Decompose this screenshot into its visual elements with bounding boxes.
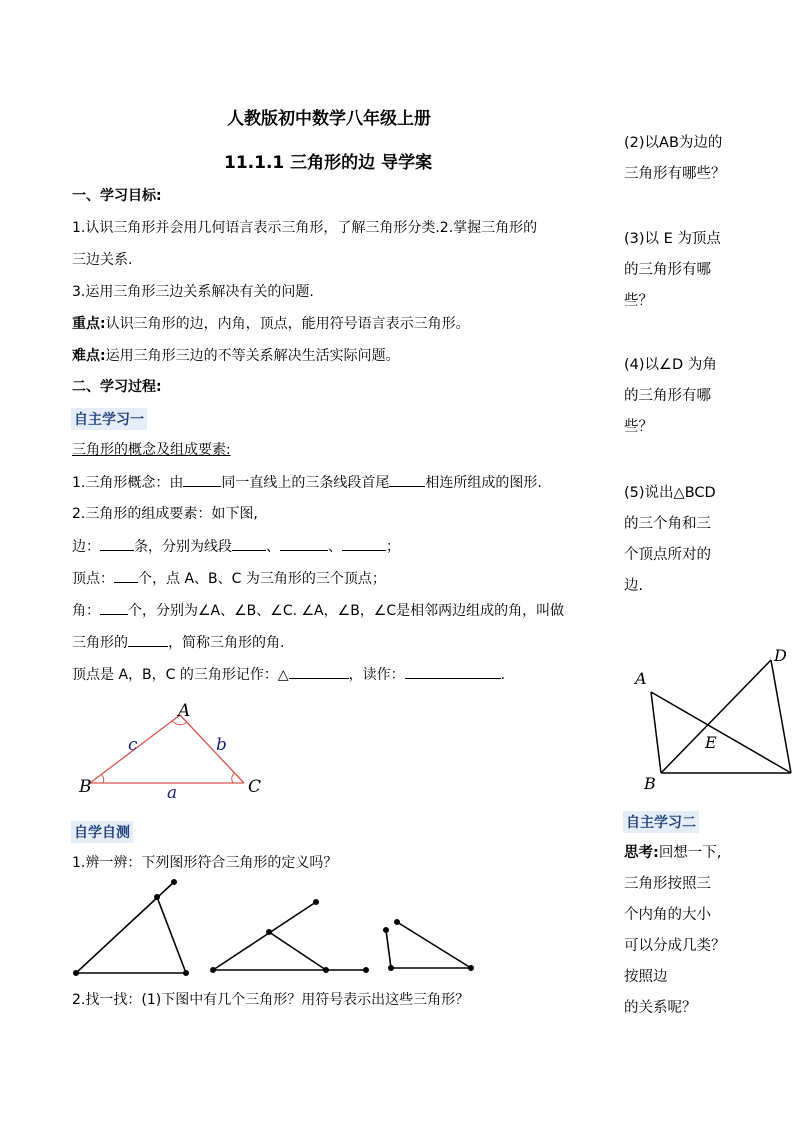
sidebar-q3-line-2: 的三角形有哪 — [624, 262, 711, 278]
note-text-c: . — [500, 667, 506, 683]
sidebar-think — [624, 843, 726, 1018]
sides-line — [72, 536, 400, 557]
sides-text-a: 边： — [72, 539, 100, 555]
blank-reading[interactable] — [405, 664, 501, 679]
question-1: 1.辨一辨：下列图形符合三角形的定义吗？ — [72, 855, 338, 871]
semi: ； — [386, 539, 400, 555]
notation-line — [72, 664, 505, 685]
note-text-b: ，读作： — [348, 667, 405, 683]
blank-notation[interactable] — [289, 664, 349, 679]
sidebar-q5-line-1: (5)说出△BCD — [624, 485, 716, 501]
ang2-text-b: ，简称三角形的角. — [168, 635, 285, 651]
goal-line-2: 三边关系. — [72, 252, 133, 268]
sidebar-q5-line-4: 边. — [624, 578, 644, 594]
think-text-1: 回想一下, — [658, 845, 722, 861]
triangle-abc-figure — [72, 695, 272, 805]
sidebar-q3 — [624, 229, 721, 311]
self-test-label: 自学自测 — [71, 821, 133, 843]
blank-segment-1[interactable] — [232, 536, 266, 551]
concept-text-b: 同一直线上的三条线段首尾 — [221, 475, 390, 491]
ang-text-b: 个，分别为∠A、∠B、∠C. ∠A，∠B，∠C是相邻两边组成的角，叫做 — [128, 603, 565, 619]
study-two-label: 自主学习二 — [623, 811, 699, 833]
note-text-a: 顶点是 A，B，C 的三角形记作：△ — [72, 667, 289, 683]
think-line-4: 可以分成几类？ — [624, 938, 726, 954]
difficult-point — [72, 346, 400, 366]
diff-label: 难点: — [72, 348, 106, 364]
blank-2[interactable] — [389, 472, 425, 487]
blank-vertices-count[interactable] — [114, 568, 138, 583]
study-one-label: 自主学习一 — [71, 408, 147, 430]
figure-2 — [211, 900, 368, 972]
diff-text: 运用三角形三边的不等关系解决生活实际问题。 — [105, 348, 400, 364]
concept-line-1 — [72, 472, 542, 493]
ang2-text-a: 三角形的 — [72, 635, 128, 651]
fig-label-e: E — [705, 733, 717, 752]
label-side-b: b — [216, 735, 227, 755]
goal-line-3: 3.运用三角形三边关系解决有关的问题. — [72, 284, 314, 300]
question-2: 2.找一找：(1)下图中有几个三角形？用符号表示出这些三角形？ — [72, 992, 470, 1008]
key-label: 重点: — [72, 316, 106, 332]
section-heading-process: 二、学习过程: — [72, 379, 162, 395]
figure-abcde — [628, 640, 794, 800]
sidebar-q3-line-1: (3)以 E 为顶点 — [624, 231, 721, 247]
label-vertex-a: A — [178, 701, 191, 721]
sidebar-q5 — [624, 483, 716, 596]
fig-label-b: B — [644, 774, 656, 793]
sidebar-q4-line-2: 的三角形有哪 — [624, 388, 711, 404]
blank-1[interactable] — [183, 472, 221, 487]
label-side-a: a — [167, 783, 178, 803]
figures-identify-triangles — [70, 875, 490, 985]
vert-text-b: 个，点 A、B、C 为三角形的三个顶点； — [138, 571, 386, 587]
side-b — [180, 715, 244, 783]
blank-sides-count[interactable] — [100, 536, 134, 551]
section-heading-goals: 一、学习目标: — [72, 188, 162, 204]
blank-segment-3[interactable] — [342, 536, 386, 551]
sidebar-q2-line-2: 三角形有哪些？ — [624, 166, 726, 182]
label-side-c: c — [128, 735, 138, 755]
page-subtitle: 11.1.1 三角形的边 导学案 — [224, 153, 433, 173]
concept-heading: 三角形的概念及组成要素: — [72, 442, 231, 458]
angles-line — [72, 600, 564, 621]
label-vertex-c: C — [248, 777, 262, 797]
page-title: 人教版初中数学八年级上册 — [227, 109, 431, 129]
blank-segment-2[interactable] — [280, 536, 328, 551]
think-label: 思考: — [624, 845, 659, 861]
sep-2: 、 — [328, 539, 342, 555]
figure-3 — [384, 920, 473, 970]
think-line-3: 个内角的大小 — [624, 907, 711, 923]
sides-text-b: 条，分别为线段 — [134, 539, 232, 555]
think-line-6: 的关系呢？ — [624, 1000, 697, 1016]
label-vertex-b: B — [79, 777, 92, 797]
think-line-1 — [624, 843, 726, 863]
angle-arc-a — [172, 721, 187, 725]
key-text: 认识三角形的边，内角，顶点，能用符号语言表示三角形。 — [105, 316, 470, 332]
blank-angles-count[interactable] — [100, 600, 128, 615]
elements-line: 2.三角形的组成要素：如下图, — [72, 506, 258, 522]
sidebar-q4-line-3: 些？ — [624, 419, 653, 435]
sidebar-q5-line-2: 的三个角和三 — [624, 516, 711, 532]
sidebar-q5-line-3: 个顶点所对的 — [624, 547, 711, 563]
sidebar-q4-line-1: (4)以∠D 为角 — [624, 357, 717, 373]
sidebar-q3-line-3: 些？ — [624, 293, 653, 309]
think-line-5: 按照边 — [624, 969, 668, 985]
vert-text-a: 顶点： — [72, 571, 114, 587]
figure-abcde-lines — [651, 660, 791, 773]
concept-text-a: 1.三角形概念：由 — [72, 475, 184, 491]
vertices-line — [72, 568, 386, 589]
angles-line-2 — [72, 632, 284, 653]
concept-text-c: 相连所组成的图形. — [425, 475, 542, 491]
angle-arc-c — [232, 773, 234, 783]
ang-text-a: 角： — [72, 603, 100, 619]
sidebar-q4 — [624, 355, 717, 437]
sep-1: 、 — [266, 539, 280, 555]
sidebar-q2 — [624, 133, 726, 184]
blank-interior-angle[interactable] — [128, 632, 168, 647]
fig-label-a: A — [635, 669, 647, 688]
fig-label-d: D — [774, 646, 787, 665]
sidebar-q2-line-1: (2)以AB为边的 — [624, 135, 723, 151]
goal-line-1: 1.认识三角形并会用几何语言表示三角形，了解三角形分类.2.掌握三角形的 — [72, 220, 538, 236]
think-line-2: 三角形按照三 — [624, 876, 711, 892]
key-point — [72, 314, 470, 334]
angle-arc-b — [102, 775, 104, 783]
figure-1 — [74, 880, 188, 975]
